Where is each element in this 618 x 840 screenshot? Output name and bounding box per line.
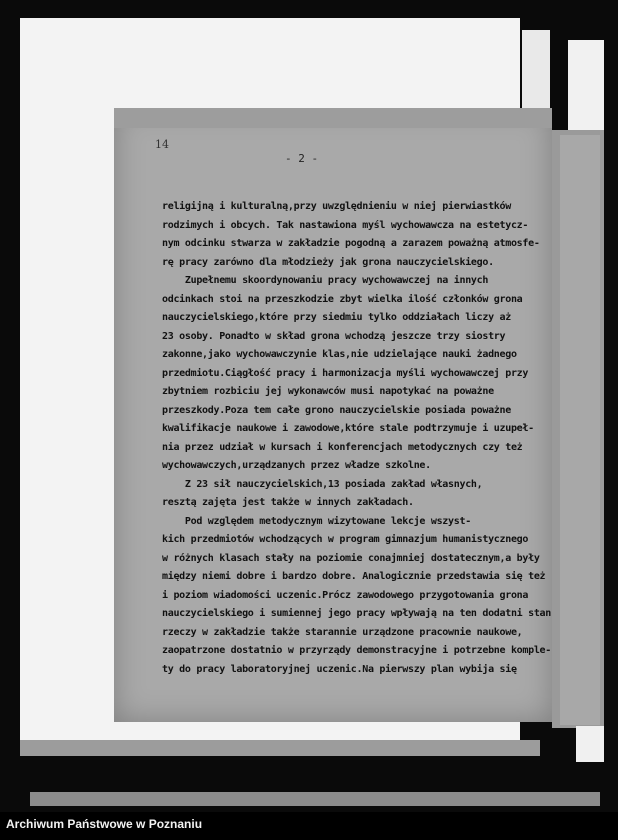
text-line: religijną i kulturalną,przy uwzględnieniu w niej pierwiastków xyxy=(162,201,511,212)
text-line: nauczycielskiego i sumiennej jego pracy wpływają na ten dodatni stan xyxy=(162,608,551,619)
paper-edge xyxy=(30,792,600,806)
text-line: resztą zajęta jest także w innych zakładach. xyxy=(162,497,414,508)
text-line: 23 osoby. Ponadto w skład grona wchodzą jeszcze trzy siostry xyxy=(162,330,506,342)
text-line: kich przedmiotów wchodzących w program gimnazjum humanistycznego xyxy=(162,534,529,545)
handwritten-page-number: 14 xyxy=(155,138,169,151)
text-line: Pod względem metodycznym wizytowane lekcje wszyst- xyxy=(162,515,471,527)
text-line: zakonne,jako wychowawczynie klas,nie udzielające nauki żadnego xyxy=(162,349,517,360)
archive-label: Archiwum Państwowe w Poznaniu xyxy=(6,817,203,831)
text-line: przeszkody.Poza tem całe grono nauczycielskie posiada poważne xyxy=(162,404,511,416)
text-line: ty do pracy laboratoryjnej uczenic.Na pierwszy plan wybija się xyxy=(162,663,517,675)
text-line: wychowawczych,urządzanych przez władze szkolne. xyxy=(162,460,431,471)
text-line: kwalifikacje naukowe i zawodowe,które stale podtrzymuje i uzupeł- xyxy=(162,423,534,434)
paper-edge xyxy=(568,40,604,130)
page-top-edge xyxy=(114,108,552,128)
typewritten-text xyxy=(162,198,551,679)
text-line: Z 23 sił nauczycielskich,13 posiada zakład własnych, xyxy=(162,478,483,490)
text-line: rę pracy zarówno dla młodzieży jak grona nauczycielskiego. xyxy=(162,256,494,268)
text-line: rzeczy w zakładzie także starannie urządzone pracownie naukowe, xyxy=(162,626,523,638)
text-line: nym odcinku stwarza w zakładzie pogodną a zarazem poważną atmosfe- xyxy=(162,238,540,249)
text-line: między niemi dobre i bardzo dobre. Analogicznie przedstawia się też xyxy=(162,571,546,582)
text-line: zbytniem rozbiciu jej wykonawców musi napotykać na poważne xyxy=(162,386,494,397)
text-line: i poziom wiadomości uczenic.Prócz zawodowego przygotowania grona xyxy=(162,589,529,601)
text-line: nauczycielskiego,które przy siedmiu tylko oddziałach liczy aż xyxy=(162,312,511,323)
side-sheet xyxy=(560,135,600,725)
text-line: odcinkach stoi na przeszkodzie zbyt wielka ilość członków grona xyxy=(162,293,523,305)
page-number: - 2 - xyxy=(285,152,319,165)
text-line: Zupełnemu skoordynowaniu pracy wychowawczej na innych xyxy=(162,275,489,286)
text-line: zaopatrzone dostatnio w przyrządy demonstracyjne i potrzebne komple- xyxy=(162,645,551,656)
text-line: przedmiotu.Ciągłość pracy i harmonizacja myśli wychowawczej przy xyxy=(162,367,529,379)
text-line: nia przez udział w kursach i konferencjach metodycznych czy też xyxy=(162,441,523,453)
text-line: rodzimych i obcych. Tak nastawiona myśl wychowawcza na estetycz- xyxy=(162,219,529,231)
text-line: w różnych klasach stały na poziomie conajmniej dostatecznym,a były xyxy=(162,552,540,564)
paper-edge xyxy=(576,726,604,762)
paper-edge xyxy=(20,740,540,756)
